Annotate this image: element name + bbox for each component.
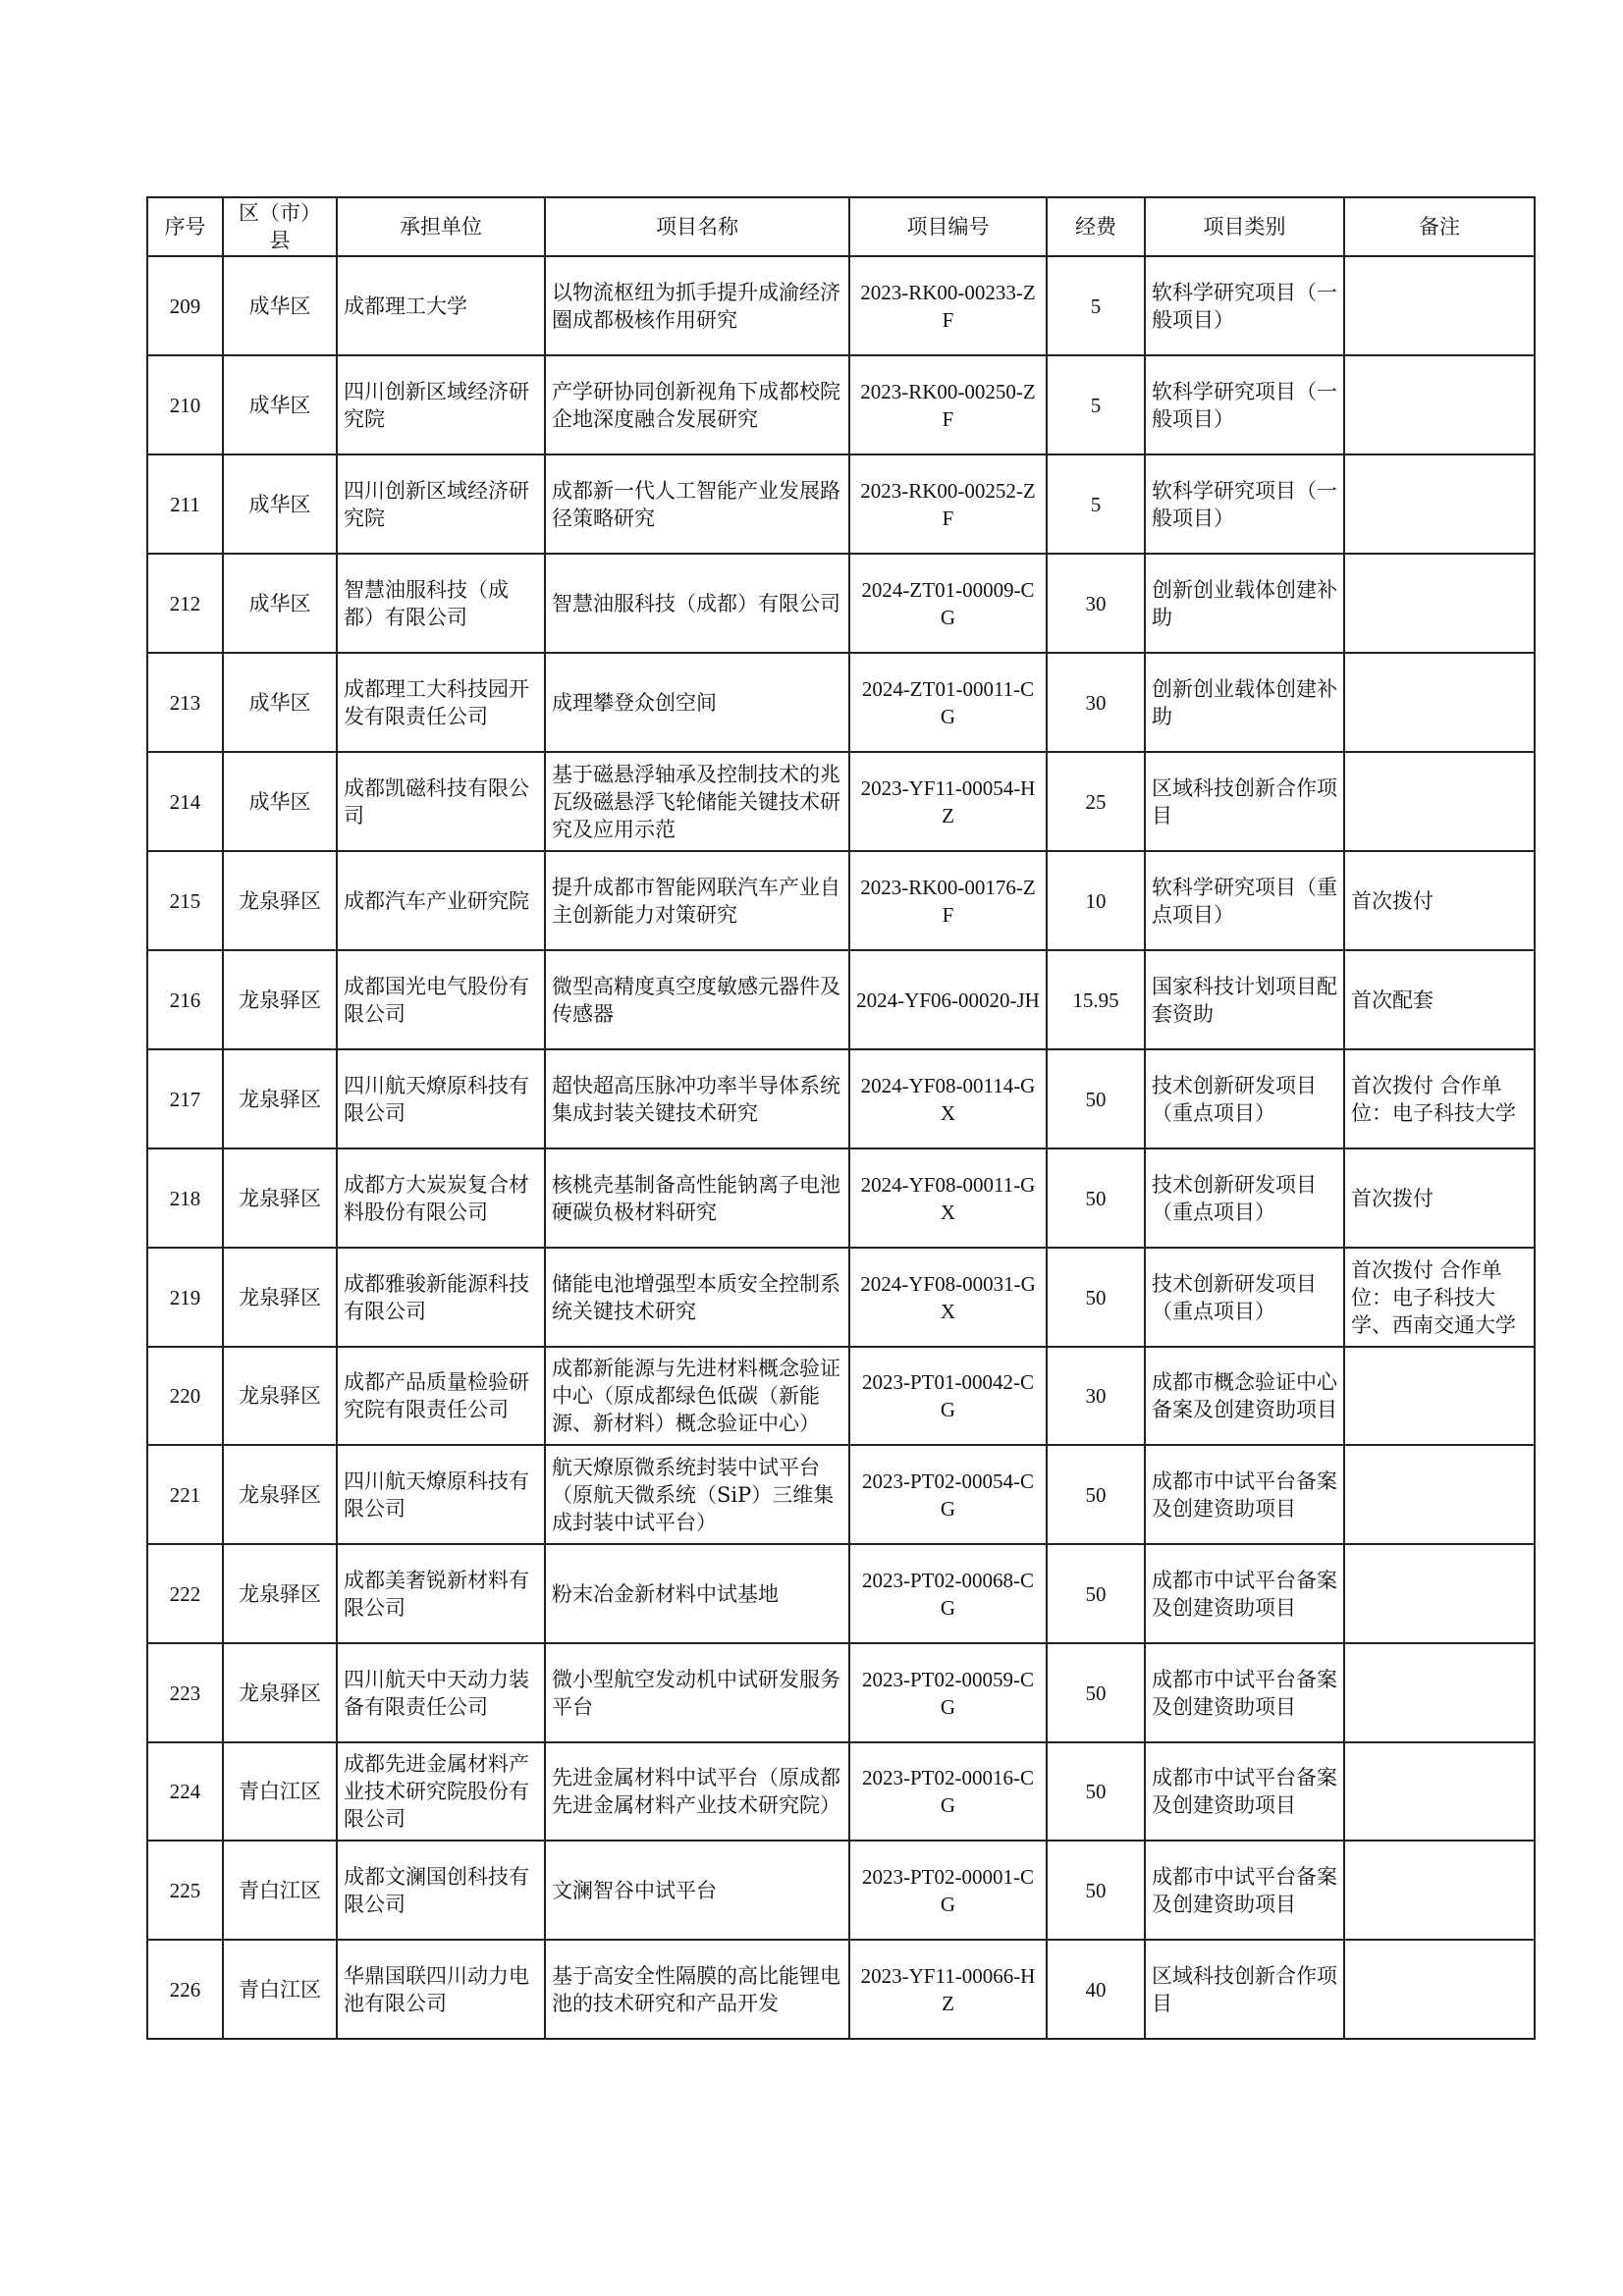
note-cell: [1344, 1445, 1535, 1544]
funding-cell: 5: [1047, 454, 1145, 554]
project-code-cell: 2023-PT02-00016-CG: [849, 1742, 1047, 1841]
district-cell: 成华区: [223, 752, 337, 851]
table-row: [147, 1841, 1535, 1940]
project-name-cell: 成理攀登众创空间: [545, 653, 849, 752]
project-name-cell: 微小型航空发动机中试研发服务平台: [545, 1643, 849, 1742]
table-row: [147, 1347, 1535, 1445]
project-code-cell: 2023-YF11-00066-HZ: [849, 1940, 1047, 2039]
note-cell: [1344, 355, 1535, 454]
row-number-cell: 221: [147, 1445, 223, 1544]
district-cell: 成华区: [223, 653, 337, 752]
note-cell: [1344, 752, 1535, 851]
unit-cell: 成都汽车产业研究院: [337, 851, 545, 950]
row-number-cell: 220: [147, 1347, 223, 1445]
project-code-cell: 2023-PT02-00001-CG: [849, 1841, 1047, 1940]
header-cell: 序号: [147, 197, 223, 256]
note-cell: [1344, 256, 1535, 355]
row-number-cell: 212: [147, 554, 223, 653]
row-number-cell: 215: [147, 851, 223, 950]
table-row: [147, 1248, 1535, 1347]
funding-cell: 50: [1047, 1148, 1145, 1248]
row-number-cell: 224: [147, 1742, 223, 1841]
category-cell: 成都市中试平台备案及创建资助项目: [1145, 1841, 1344, 1940]
project-code-cell: 2024-ZT01-00009-CG: [849, 554, 1047, 653]
project-name-cell: 以物流枢纽为抓手提升成渝经济圈成都极核作用研究: [545, 256, 849, 355]
project-code-cell: 2024-YF08-00031-GX: [849, 1248, 1047, 1347]
table-row: [147, 1643, 1535, 1742]
project-code-cell: 2024-ZT01-00011-CG: [849, 653, 1047, 752]
category-cell: 成都市概念验证中心备案及创建资助项目: [1145, 1347, 1344, 1445]
district-cell: 龙泉驿区: [223, 851, 337, 950]
header-cell: 项目名称: [545, 197, 849, 256]
table-row: [147, 1445, 1535, 1544]
row-number-cell: 222: [147, 1544, 223, 1643]
project-code-cell: 2023-PT02-00054-CG: [849, 1445, 1047, 1544]
project-name-cell: 超快超高压脉冲功率半导体系统集成封装关键技术研究: [545, 1049, 849, 1148]
project-name-cell: 基于磁悬浮轴承及控制技术的兆瓦级磁悬浮飞轮储能关键技术研究及应用示范: [545, 752, 849, 851]
unit-cell: 四川航天燎原科技有限公司: [337, 1445, 545, 1544]
project-code-cell: 2023-PT02-00059-CG: [849, 1643, 1047, 1742]
row-number-cell: 211: [147, 454, 223, 554]
header-cell: 区（市）县: [223, 197, 337, 256]
row-number-cell: 209: [147, 256, 223, 355]
table-row: [147, 256, 1535, 355]
district-cell: 龙泉驿区: [223, 1148, 337, 1248]
category-cell: 国家科技计划项目配套资助: [1145, 950, 1344, 1049]
note-cell: [1344, 1841, 1535, 1940]
category-cell: 软科学研究项目（一般项目）: [1145, 454, 1344, 554]
category-cell: 软科学研究项目（重点项目）: [1145, 851, 1344, 950]
district-cell: 龙泉驿区: [223, 1544, 337, 1643]
unit-cell: 成都理工大科技园开发有限责任公司: [337, 653, 545, 752]
table-row: [147, 1742, 1535, 1841]
unit-cell: 成都理工大学: [337, 256, 545, 355]
row-number-cell: 216: [147, 950, 223, 1049]
project-code-cell: 2023-RK00-00233-ZF: [849, 256, 1047, 355]
funding-cell: 50: [1047, 1841, 1145, 1940]
row-number-cell: 213: [147, 653, 223, 752]
row-number-cell: 223: [147, 1643, 223, 1742]
unit-cell: 华鼎国联四川动力电池有限公司: [337, 1940, 545, 2039]
project-name-cell: 成都新能源与先进材料概念验证中心（原成都绿色低碳（新能源、新材料）概念验证中心）: [545, 1347, 849, 1445]
row-number-cell: 210: [147, 355, 223, 454]
project-code-cell: 2024-YF08-00114-GX: [849, 1049, 1047, 1148]
funding-cell: 50: [1047, 1742, 1145, 1841]
district-cell: 青白江区: [223, 1940, 337, 2039]
project-name-cell: 产学研协同创新视角下成都校院企地深度融合发展研究: [545, 355, 849, 454]
funding-cell: 50: [1047, 1544, 1145, 1643]
table-row: [147, 1544, 1535, 1643]
project-funding-table: [146, 196, 1536, 2040]
category-cell: 技术创新研发项目（重点项目）: [1145, 1148, 1344, 1248]
header-cell: 备注: [1344, 197, 1535, 256]
funding-cell: 40: [1047, 1940, 1145, 2039]
category-cell: 软科学研究项目（一般项目）: [1145, 355, 1344, 454]
project-code-cell: 2024-YF08-00011-GX: [849, 1148, 1047, 1248]
funding-cell: 50: [1047, 1049, 1145, 1148]
funding-cell: 25: [1047, 752, 1145, 851]
category-cell: 技术创新研发项目（重点项目）: [1145, 1049, 1344, 1148]
district-cell: 成华区: [223, 355, 337, 454]
unit-cell: 四川航天燎原科技有限公司: [337, 1049, 545, 1148]
table-row: [147, 950, 1535, 1049]
table-row: [147, 1049, 1535, 1148]
category-cell: 区域科技创新合作项目: [1145, 752, 1344, 851]
header-cell: 承担单位: [337, 197, 545, 256]
note-cell: [1344, 1643, 1535, 1742]
table-row: [147, 355, 1535, 454]
project-code-cell: 2023-YF11-00054-HZ: [849, 752, 1047, 851]
category-cell: 成都市中试平台备案及创建资助项目: [1145, 1742, 1344, 1841]
funding-cell: 30: [1047, 554, 1145, 653]
row-number-cell: 217: [147, 1049, 223, 1148]
project-code-cell: 2023-PT02-00068-CG: [849, 1544, 1047, 1643]
project-name-cell: 成都新一代人工智能产业发展路径策略研究: [545, 454, 849, 554]
district-cell: 龙泉驿区: [223, 1643, 337, 1742]
project-name-cell: 核桃壳基制备高性能钠离子电池硬碳负极材料研究: [545, 1148, 849, 1248]
project-code-cell: 2023-RK00-00252-ZF: [849, 454, 1047, 554]
funding-cell: 15.95: [1047, 950, 1145, 1049]
project-code-cell: 2023-RK00-00250-ZF: [849, 355, 1047, 454]
note-cell: 首次配套: [1344, 950, 1535, 1049]
note-cell: 首次拨付 合作单位：电子科技大学: [1344, 1049, 1535, 1148]
unit-cell: 成都文澜国创科技有限公司: [337, 1841, 545, 1940]
table-row: [147, 653, 1535, 752]
note-cell: [1344, 653, 1535, 752]
row-number-cell: 226: [147, 1940, 223, 2039]
category-cell: 软科学研究项目（一般项目）: [1145, 256, 1344, 355]
category-cell: 区域科技创新合作项目: [1145, 1940, 1344, 2039]
unit-cell: 四川航天中天动力装备有限责任公司: [337, 1643, 545, 1742]
funding-cell: 50: [1047, 1445, 1145, 1544]
unit-cell: 四川创新区域经济研究院: [337, 454, 545, 554]
project-code-cell: 2023-RK00-00176-ZF: [849, 851, 1047, 950]
category-cell: 成都市中试平台备案及创建资助项目: [1145, 1643, 1344, 1742]
category-cell: 创新创业载体创建补助: [1145, 653, 1344, 752]
table-row: [147, 554, 1535, 653]
unit-cell: 成都凯磁科技有限公司: [337, 752, 545, 851]
district-cell: 龙泉驿区: [223, 1445, 337, 1544]
project-name-cell: 航天燎原微系统封装中试平台（原航天微系统（SiP）三维集成封装中试平台）: [545, 1445, 849, 1544]
funding-cell: 5: [1047, 355, 1145, 454]
project-name-cell: 粉末冶金新材料中试基地: [545, 1544, 849, 1643]
funding-cell: 30: [1047, 1347, 1145, 1445]
row-number-cell: 219: [147, 1248, 223, 1347]
note-cell: [1344, 1742, 1535, 1841]
district-cell: 龙泉驿区: [223, 1248, 337, 1347]
row-number-cell: 218: [147, 1148, 223, 1248]
header-cell: 项目类别: [1145, 197, 1344, 256]
unit-cell: 成都产品质量检验研究院有限责任公司: [337, 1347, 545, 1445]
project-code-cell: 2024-YF06-00020-JH: [849, 950, 1047, 1049]
row-number-cell: 214: [147, 752, 223, 851]
header-cell: 经费: [1047, 197, 1145, 256]
funding-cell: 50: [1047, 1643, 1145, 1742]
note-cell: [1344, 1940, 1535, 2039]
district-cell: 龙泉驿区: [223, 1049, 337, 1148]
note-cell: 首次拨付: [1344, 1148, 1535, 1248]
funding-cell: 5: [1047, 256, 1145, 355]
note-cell: [1344, 454, 1535, 554]
district-cell: 青白江区: [223, 1841, 337, 1940]
district-cell: 成华区: [223, 256, 337, 355]
unit-cell: 智慧油服科技（成都）有限公司: [337, 554, 545, 653]
category-cell: 技术创新研发项目（重点项目）: [1145, 1248, 1344, 1347]
funding-cell: 50: [1047, 1248, 1145, 1347]
row-number-cell: 225: [147, 1841, 223, 1940]
note-cell: [1344, 1347, 1535, 1445]
project-code-cell: 2023-PT01-00042-CG: [849, 1347, 1047, 1445]
project-name-cell: 文澜智谷中试平台: [545, 1841, 849, 1940]
unit-cell: 成都雅骏新能源科技有限公司: [337, 1248, 545, 1347]
note-cell: [1344, 1544, 1535, 1643]
header-cell: 项目编号: [849, 197, 1047, 256]
project-name-cell: 微型高精度真空度敏感元器件及传感器: [545, 950, 849, 1049]
project-name-cell: 先进金属材料中试平台（原成都先进金属材料产业技术研究院）: [545, 1742, 849, 1841]
district-cell: 龙泉驿区: [223, 1347, 337, 1445]
district-cell: 青白江区: [223, 1742, 337, 1841]
category-cell: 成都市中试平台备案及创建资助项目: [1145, 1445, 1344, 1544]
unit-cell: 成都美奢锐新材料有限公司: [337, 1544, 545, 1643]
unit-cell: 成都先进金属材料产业技术研究院股份有限公司: [337, 1742, 545, 1841]
unit-cell: 成都方大炭炭复合材料股份有限公司: [337, 1148, 545, 1248]
category-cell: 成都市中试平台备案及创建资助项目: [1145, 1544, 1344, 1643]
table-header-row: [147, 197, 1535, 256]
project-name-cell: 基于高安全性隔膜的高比能锂电池的技术研究和产品开发: [545, 1940, 849, 2039]
note-cell: [1344, 554, 1535, 653]
district-cell: 成华区: [223, 454, 337, 554]
table-row: [147, 454, 1535, 554]
table-row: [147, 1940, 1535, 2039]
project-name-cell: 智慧油服科技（成都）有限公司: [545, 554, 849, 653]
funding-cell: 30: [1047, 653, 1145, 752]
table-row: [147, 752, 1535, 851]
category-cell: 创新创业载体创建补助: [1145, 554, 1344, 653]
funding-cell: 10: [1047, 851, 1145, 950]
table-row: [147, 851, 1535, 950]
district-cell: 龙泉驿区: [223, 950, 337, 1049]
note-cell: 首次拨付 合作单位：电子科技大学、西南交通大学: [1344, 1248, 1535, 1347]
project-name-cell: 储能电池增强型本质安全控制系统关键技术研究: [545, 1248, 849, 1347]
unit-cell: 四川创新区域经济研究院: [337, 355, 545, 454]
unit-cell: 成都国光电气股份有限公司: [337, 950, 545, 1049]
district-cell: 成华区: [223, 554, 337, 653]
note-cell: 首次拨付: [1344, 851, 1535, 950]
table-row: [147, 1148, 1535, 1248]
project-name-cell: 提升成都市智能网联汽车产业自主创新能力对策研究: [545, 851, 849, 950]
